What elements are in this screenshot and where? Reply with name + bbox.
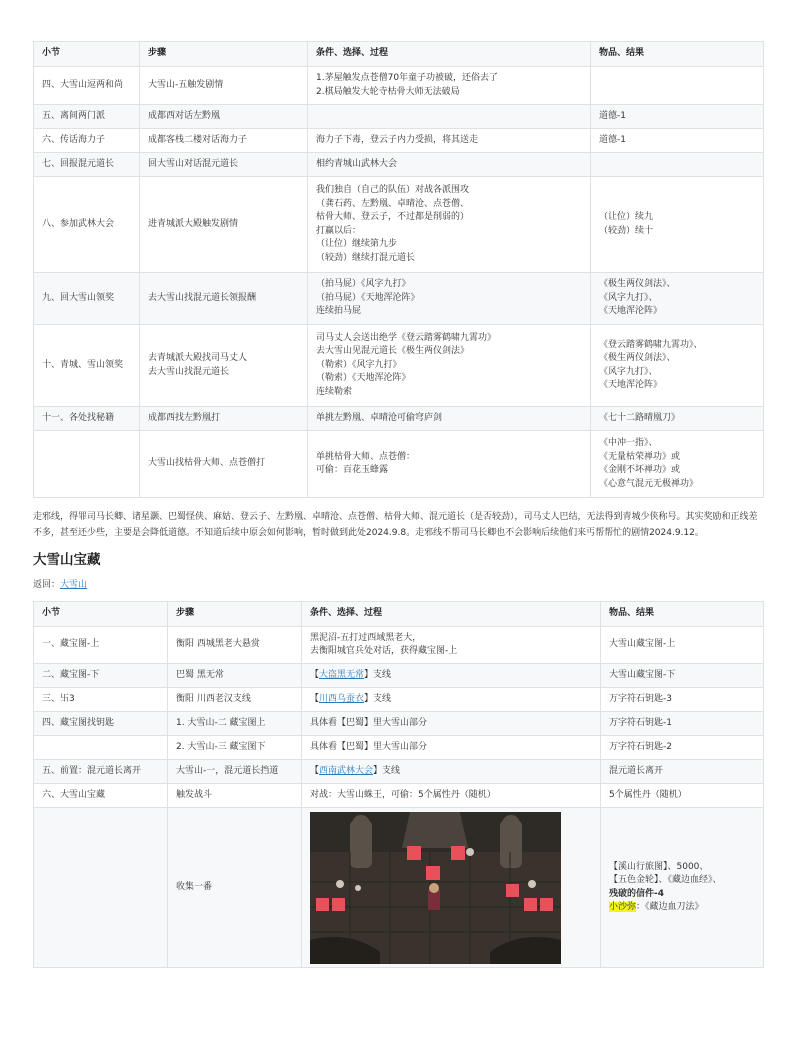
table-1-container: [33, 41, 763, 498]
result-cell: [591, 153, 764, 177]
result-cell-line: 《极生两仪剑法》、: [599, 353, 676, 363]
table-row: [34, 712, 764, 736]
step-line: 进青城派大殿触发剧情: [148, 218, 239, 229]
condition-cell: [302, 736, 601, 760]
step-line: 去大雪山找混元道长领报酬: [148, 292, 257, 303]
condition-cell-line: 具体看【巴蜀】里大雪山部分: [310, 741, 428, 752]
condition-cell-line: （勒索）《天地浑沦阵》: [316, 373, 411, 384]
step-cell: [140, 129, 308, 153]
table-header-row: [34, 42, 764, 67]
table-2-container: [33, 601, 763, 968]
section-cell: 七、回报混元道长: [34, 153, 140, 177]
condition-cell: [302, 664, 601, 688]
table-row: [34, 784, 764, 808]
result-cell-line: （让位）续九: [599, 212, 654, 222]
result-line: 【溪山行旅图】、5000、: [609, 861, 709, 872]
table-row: [34, 67, 764, 105]
result-tail: ：《藏边血刀法》: [636, 902, 704, 912]
condition-cell-line: 连续勒索: [316, 386, 353, 397]
condition-cell-line: 枯骨大师、登云子，不过都是削弱的）: [316, 212, 470, 222]
result-cell: [591, 407, 764, 431]
step-cell: 巴蜀 黑无常: [168, 664, 302, 688]
section-cell: 一、藏宝图-上: [34, 627, 168, 664]
result-cell: 万字符石钥匙-3: [601, 688, 764, 712]
sidequest-link[interactable]: 川西乌蚕衣: [319, 693, 365, 704]
highlight-name: 小沙弥: [609, 902, 637, 912]
result-cell-line: （较劲）续十: [599, 225, 654, 236]
table-row: [34, 736, 764, 760]
table-row: [34, 177, 764, 273]
back-nav: [33, 577, 87, 590]
step-cell: [140, 407, 308, 431]
col-header-condition: 条件、选择、过程: [302, 602, 601, 627]
condition-cell-line: 可偷：百花玉蜂露: [316, 465, 389, 475]
condition-cell: [302, 627, 601, 664]
condition-cell-line: 打赢以后：: [316, 225, 362, 236]
condition-cell: [302, 760, 601, 784]
result-cell-line: 《金刚不坏禅功》或: [599, 465, 681, 475]
result-cell: 万字符石钥匙-2: [601, 736, 764, 760]
condition-cell-line: 单挑枯骨大师、点苍僧：: [316, 451, 416, 462]
result-cell-line: 《风字九打》、: [599, 366, 658, 377]
table-row: [34, 273, 764, 325]
condition-cell-line: 相约青城山武林大会: [316, 158, 398, 169]
condition-cell-line: （让位）继续第九步: [316, 239, 398, 249]
condition-cell: [308, 153, 591, 177]
condition-cell: [302, 688, 601, 712]
table-row: [34, 129, 764, 153]
step-cell: [140, 325, 308, 407]
back-link[interactable]: 大雪山: [60, 580, 88, 590]
bracket-open: 【: [310, 669, 320, 680]
step-cell: 衡阳 川西老汉支线: [168, 688, 302, 712]
section-cell: 六、大雪山宝藏: [34, 784, 168, 808]
back-label: 返回：: [33, 580, 61, 590]
bracket-open: 【: [310, 765, 320, 776]
condition-cell: [302, 808, 601, 968]
condition-cell-line: （勒索）《风字九打》: [316, 359, 402, 370]
bracket-close: 】支线: [364, 693, 392, 704]
col-header-section: 小节: [34, 42, 140, 67]
table-row: [34, 664, 764, 688]
step-line: 去青城派大殿找司马丈人: [148, 353, 248, 363]
section-cell: 三、卐3: [34, 688, 168, 712]
condition-cell: [308, 325, 591, 407]
section-cell: 十一、各处找秘籍: [34, 407, 140, 431]
sidequest-link[interactable]: 大盗黑无常: [319, 669, 365, 680]
condition-cell: [308, 105, 591, 129]
step-line: 成都西对话左黔凰: [148, 110, 221, 121]
result-cell: [591, 431, 764, 498]
section-cell: [34, 736, 168, 760]
condition-cell-line: 去衡阳城官兵处对话，获得藏宝图-上: [310, 646, 458, 656]
condition-cell-line: 去大雪山见混元道长《极生两仪剑法》: [316, 346, 470, 357]
result-cell: 大雪山藏宝图-上: [601, 627, 764, 664]
result-cell: 万字符石钥匙-1: [601, 712, 764, 736]
col-header-step: 步骤: [168, 602, 302, 627]
result-cell-line: 《天地浑沦阵》: [599, 306, 663, 317]
condition-cell-line: （拍马屁）《天地浑沦阵》: [316, 292, 420, 303]
step-cell: [140, 431, 308, 498]
bracket-close: 】支线: [373, 765, 401, 776]
summary-paragraph: 走邪线，得罪司马长卿、诸星灏、巴蜀怪侠、麻姑、登云子、左黔凰、卓晴沧、点苍僧、枯骨大师、混元道长（是否较劲），司马丈人巴结，无法得到青城少侠称号。其实奖励和正线差不多，甚至还少些，主要是会降低道德。不知道后续中原会如何影响，暂时做到此处2024.9.8。走邪线不帮司马长卿也不会影响后续他们来丐帮帮忙的剧情2024.9.12。: [33, 512, 758, 538]
col-header-condition: 条件、选择、过程: [308, 42, 591, 67]
result-cell-line: 《极生两仪剑法》、: [599, 279, 676, 290]
condition-cell-line: 连续拍马屁: [316, 306, 362, 317]
col-header-step: 步骤: [140, 42, 308, 67]
table-row: [34, 808, 764, 968]
section-cell: 八、参加武林大会: [34, 177, 140, 273]
result-cell-line: 《心意气混元无极禅功》: [599, 478, 699, 489]
result-cell: 5个属性丹（随机）: [601, 784, 764, 808]
condition-cell: [302, 712, 601, 736]
section-cell: [34, 808, 168, 968]
result-cell: 混元道长离开: [601, 760, 764, 784]
step-line: 回大雪山对话混元道长: [148, 158, 239, 169]
step-line: 大雪山找枯骨大师、点苍僧打: [148, 458, 266, 469]
result-line: 【五色金轮】、《藏边血经》、: [609, 875, 722, 885]
treasure-room-image: [310, 812, 561, 964]
section-cell: 五、前置：混元道长离开: [34, 760, 168, 784]
condition-cell-line: 具体看【巴蜀】里大雪山部分: [310, 717, 428, 728]
condition-cell-line: 海力子下毒，登云子内力受损，将其送走: [316, 134, 479, 145]
step-line: 去大雪山找混元道长: [148, 366, 230, 377]
result-cell: 大雪山藏宝图-下: [601, 664, 764, 688]
section-cell: 六、传话海力子: [34, 129, 140, 153]
condition-cell-line: （较劲）继续打混元道长: [316, 252, 416, 263]
condition-cell-line: 司马丈人会送出绝学《登云踏雾鹤啸九霄功》: [316, 332, 497, 343]
step-cell: [140, 153, 308, 177]
condition-cell: [308, 177, 591, 273]
table-row: [34, 760, 764, 784]
step-line: 大雪山-五触发剧情: [148, 79, 224, 90]
step-cell: [140, 273, 308, 325]
result-cell: [591, 273, 764, 325]
step-cell: 2. 大雪山-三 藏宝图下: [168, 736, 302, 760]
result-cell-line: 《无量枯荣禅功》或: [599, 451, 681, 462]
game-screenshot: [310, 812, 561, 964]
result-cell-line: 《七十二路晴凰刀》: [599, 412, 681, 423]
condition-cell: [302, 784, 601, 808]
condition-cell-line: 我们独自（自己的队伍）对战各派围攻: [316, 185, 470, 195]
section-cell: 四、大雪山逗两和尚: [34, 67, 140, 105]
section-cell: 十、青城、雪山领奖: [34, 325, 140, 407]
result-cell: [591, 129, 764, 153]
result-cell-line: 《中冲一指》、: [599, 438, 658, 448]
result-cell-line: 道德-1: [599, 110, 626, 121]
condition-cell-line: （龚石药、左黔凰、卓晴沧、点苍僧、: [316, 198, 470, 209]
result-cell: [591, 325, 764, 407]
result-cell: [591, 67, 764, 105]
table-row: [34, 105, 764, 129]
result-cell-line: 道德-1: [599, 134, 626, 145]
section-cell: 四、藏宝图找钥匙: [34, 712, 168, 736]
condition-cell-line: （拍马屁）《风字九打》: [316, 279, 411, 290]
col-header-result: 物品、结果: [591, 42, 764, 67]
step-line: 成都客栈二楼对话海力子: [148, 134, 248, 145]
result-cell-line: 《登云踏雾鹤啸九霄功》、: [599, 339, 703, 350]
step-cell: 大雪山-一，混元道长挡道: [168, 760, 302, 784]
condition-cell: [308, 129, 591, 153]
bracket-close: 】支线: [364, 669, 392, 680]
condition-cell: [308, 273, 591, 325]
bracket-open: 【: [310, 693, 320, 704]
condition-cell: [308, 431, 591, 498]
section-heading: 大雪山宝藏: [33, 552, 101, 568]
condition-cell-line: 2.棋局触发大轮寺枯骨大师无法破局: [316, 86, 460, 97]
col-header-result: 物品、结果: [601, 602, 764, 627]
step-cell: 触发战斗: [168, 784, 302, 808]
result-cell: [601, 808, 764, 968]
step-cell: 1. 大雪山-二 藏宝图上: [168, 712, 302, 736]
table-row: [34, 407, 764, 431]
table-row: [34, 688, 764, 712]
result-line: [609, 901, 755, 915]
table-header-row: [34, 602, 764, 627]
section-cell: 九、回大雪山领奖: [34, 273, 140, 325]
result-bold-line: 残破的信件-4: [609, 888, 664, 899]
col-header-section: 小节: [34, 602, 168, 627]
table-row: [34, 431, 764, 498]
result-cell: [591, 177, 764, 273]
sidequest-link[interactable]: 西南武林大会: [319, 765, 374, 776]
step-cell: 收集一番: [168, 808, 302, 968]
section-cell: 五、离间两门派: [34, 105, 140, 129]
step-cell: 衡阳 西城黑老大悬赏: [168, 627, 302, 664]
result-cell-line: 《风字九打》、: [599, 292, 658, 303]
step-cell: [140, 105, 308, 129]
table-row: [34, 627, 764, 664]
step-cell: [140, 67, 308, 105]
step-line: 成都西找左黔凰打: [148, 412, 221, 423]
condition-cell-line: 黑泥沼-五打过西域黑老大，: [310, 632, 422, 643]
condition-cell: [308, 67, 591, 105]
treasure-table: [33, 601, 764, 968]
condition-cell-line: 1.茅屋触发点苍僧70年童子功被破，还俗去了: [316, 73, 499, 83]
condition-cell-line: 单挑左黔凰、卓晴沧可偷穹庐剑: [316, 412, 443, 423]
table-row: [34, 153, 764, 177]
result-cell-line: 《天地浑沦阵》: [599, 380, 663, 390]
step-cell: [140, 177, 308, 273]
result-cell: [591, 105, 764, 129]
condition-cell-line: 对战：大雪山蛛王，可偷：5个属性丹（随机）: [310, 789, 496, 800]
section-cell: 二、藏宝图-下: [34, 664, 168, 688]
section-cell: [34, 431, 140, 498]
table-row: [34, 325, 764, 407]
condition-cell: [308, 407, 591, 431]
walkthrough-table: [33, 41, 764, 498]
